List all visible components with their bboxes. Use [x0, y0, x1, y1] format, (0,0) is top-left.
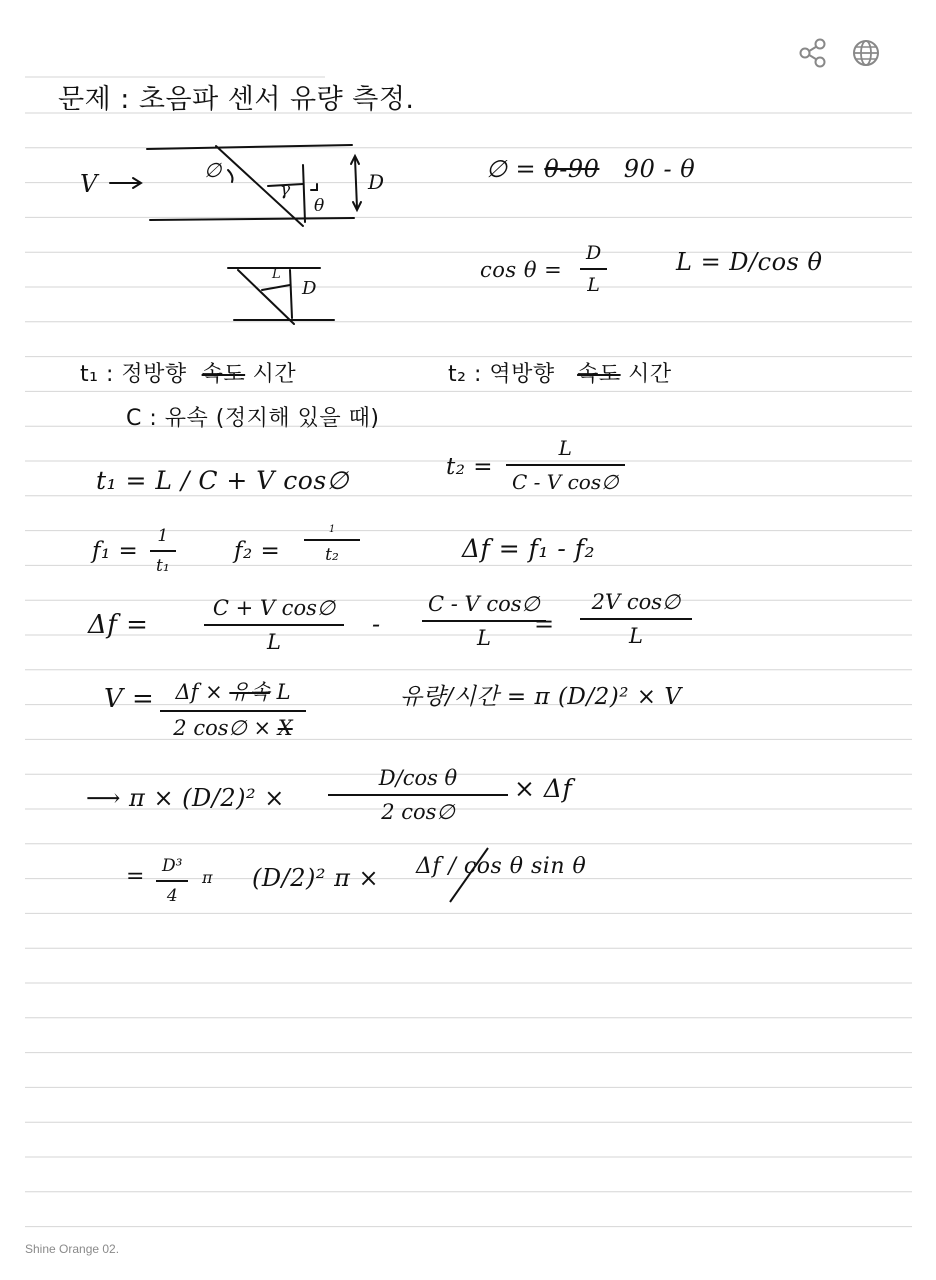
- theta-label: θ: [314, 196, 325, 216]
- t2-equation-lhs: t₂ =: [446, 454, 494, 480]
- f2-fraction-den: t₂: [325, 545, 339, 565]
- delta-f-equals: =: [534, 610, 555, 638]
- cos-fraction: [580, 242, 607, 296]
- final-fraction: [156, 856, 188, 906]
- delta-f-definition: Δf = f₁ - f₂: [462, 534, 596, 563]
- delta-f-term-c-den: L: [629, 624, 643, 648]
- t1-definition-text: t₁ : 정방향: [80, 362, 187, 387]
- f1-fraction-num: 1: [157, 526, 169, 546]
- t1-equation: t₁ = L / C + V cos∅: [96, 466, 349, 495]
- phi-equation-lhs: ∅ =: [486, 155, 537, 183]
- v-fraction-num: Δf × 유속 L: [175, 680, 291, 704]
- arrow-equation-tail: × Δf: [514, 774, 573, 803]
- final-fraction-num: D³: [162, 856, 183, 876]
- v-fraction-den: 2 cos∅ × X: [173, 716, 293, 740]
- f2-equation-lhs: f₂ =: [234, 538, 281, 564]
- final-fraction-den: 4: [166, 886, 178, 906]
- arrow-fraction-den: 2 cos∅: [381, 800, 455, 824]
- delta-f-term-a: [204, 596, 344, 654]
- cos-fraction-den: L: [587, 274, 600, 296]
- f1-fraction: [150, 526, 176, 576]
- phi-equation: [486, 157, 695, 181]
- delta-f-term-c-num: 2V cos∅: [591, 590, 681, 614]
- delta-f-term-a-den: L: [267, 630, 281, 654]
- t2-fraction-den: C - V cos∅: [512, 470, 619, 494]
- small-diameter-label: D: [302, 278, 317, 299]
- f1-equation-lhs: f₁ =: [92, 538, 139, 564]
- delta-f-term-a-num: C + V cos∅: [212, 596, 336, 620]
- f1-fraction-den: t₁: [156, 556, 170, 576]
- final-equation-mid: (D/2)² π ×: [252, 864, 380, 892]
- t2-definition-struck: 속도: [577, 362, 621, 387]
- t1-definition-struck: 속도: [201, 362, 246, 387]
- gamma-label: γ: [280, 180, 291, 200]
- t1-definition-after: 시간: [252, 362, 297, 387]
- paper-brand: Shine Orange 02.: [25, 1242, 120, 1256]
- phi-label: ∅: [204, 158, 222, 182]
- delta-f-term-b-num: C - V cos∅: [428, 592, 540, 616]
- v-fraction: [160, 676, 306, 740]
- delta-f-lhs: Δf =: [88, 610, 149, 640]
- velocity-label: V: [80, 170, 98, 198]
- cos-fraction-num: D: [586, 242, 602, 264]
- f2-fraction: [304, 524, 360, 565]
- final-equation-lead: =: [126, 864, 145, 889]
- t1-definition: [80, 364, 296, 386]
- t2-definition-after: 시간: [628, 362, 672, 387]
- c-definition: C : 유속 (정지해 있을 때): [126, 406, 380, 431]
- t2-definition: [448, 364, 672, 386]
- t2-fraction-num: L: [558, 436, 572, 460]
- length-label: L: [272, 267, 282, 282]
- arrow-fraction: [328, 766, 508, 824]
- t2-fraction: [506, 436, 625, 494]
- diameter-label: D: [368, 170, 385, 194]
- cos-equation-lhs: cos θ =: [480, 258, 563, 282]
- phi-equation-rhs: 90 - θ: [623, 155, 696, 183]
- t2-definition-text: t₂ : 역방향: [448, 362, 555, 387]
- final-pi: π: [202, 868, 214, 887]
- length-equation: L = D/cos θ: [676, 248, 823, 276]
- v-equation-lhs: V =: [104, 684, 155, 714]
- flow-rate-equation: 유량/시간 = π (D/2)² × V: [400, 684, 682, 710]
- delta-f-term-b: [422, 592, 546, 650]
- f2-fraction-num: 1: [328, 524, 336, 535]
- delta-f-minus: -: [372, 610, 381, 638]
- arrow-equation-lead: ⟶ π × (D/2)² ×: [86, 784, 285, 812]
- delta-f-term-c: [580, 590, 692, 648]
- page-title: 문제 : 초음파 센서 유량 측정.: [58, 84, 415, 115]
- delta-f-term-b-den: L: [476, 626, 491, 650]
- arrow-fraction-num: D/cos θ: [378, 766, 458, 790]
- phi-equation-struck: θ-90: [544, 155, 600, 183]
- final-equation-tail: Δf / cos θ sin θ: [416, 854, 587, 879]
